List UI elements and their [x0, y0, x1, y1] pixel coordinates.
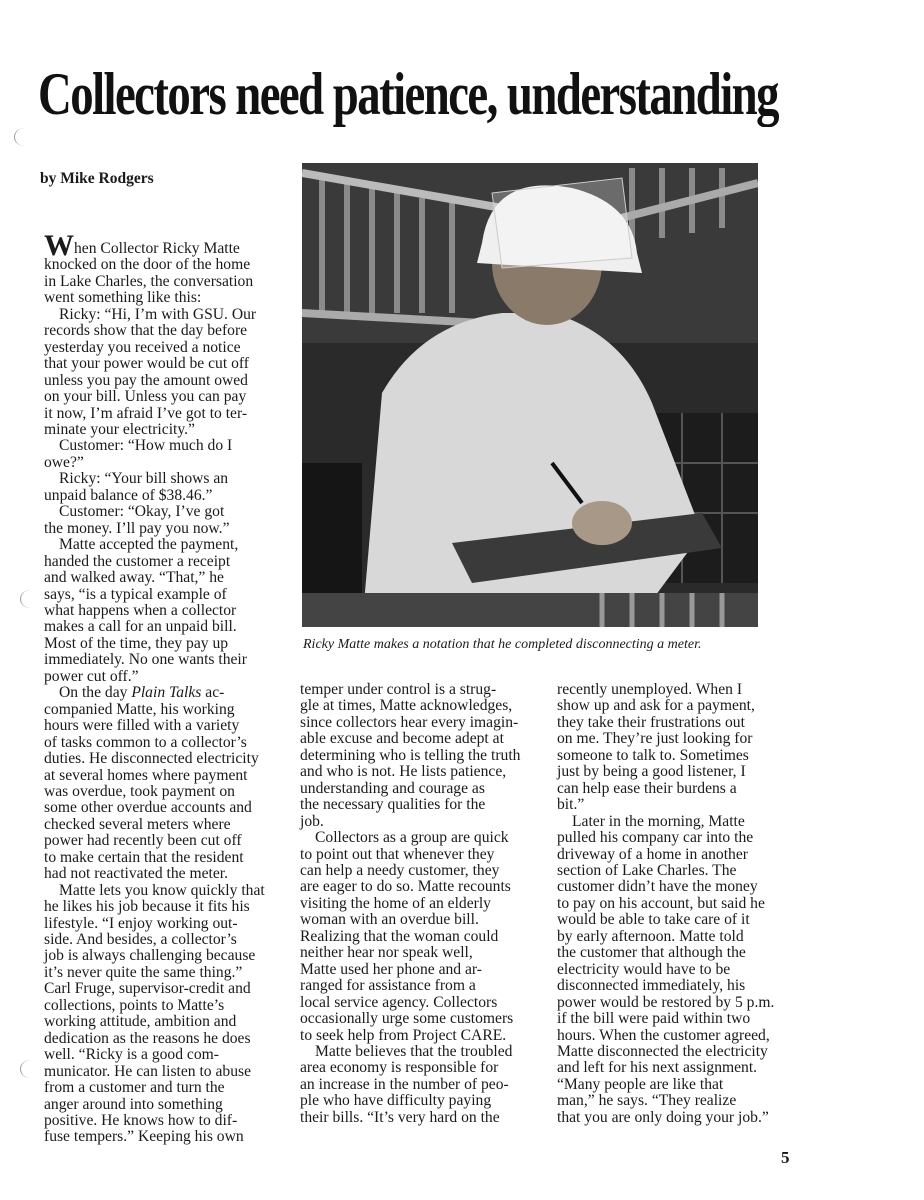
- text-line: had not reactivated the meter.: [44, 865, 229, 883]
- text-line: collections, points to Matte’s: [44, 996, 225, 1014]
- text-line: the necessary qualities for the: [300, 796, 486, 814]
- text-line: power cut off.”: [44, 667, 139, 685]
- text-line: an increase in the number of peo-: [300, 1075, 509, 1093]
- text-line: can help a needy customer, they: [300, 861, 500, 879]
- text-line: dedication as the reasons he does: [44, 1029, 251, 1047]
- text-line: neither hear nor speak well,: [300, 944, 473, 962]
- text-line: gle at times, Matte acknowledges,: [300, 697, 513, 715]
- text-line: someone to talk to. Sometimes: [557, 746, 749, 764]
- text-line: it now, I’m afraid I’ve got to ter-: [44, 404, 248, 422]
- text-line: immediately. No one wants their: [44, 651, 247, 669]
- text-line: to seek help from Project CARE.: [300, 1026, 507, 1044]
- text-line: if the bill were paid within two: [557, 1010, 751, 1028]
- text-line: visiting the home of an elderly: [300, 894, 491, 912]
- text-line: woman with an overdue bill.: [300, 911, 479, 929]
- text-line: positive. He knows how to dif-: [44, 1112, 238, 1130]
- text-line: just by being a good listener, I: [557, 763, 746, 781]
- text-line: some other overdue accounts and: [44, 799, 252, 817]
- text-line: they take their frustrations out: [557, 713, 745, 731]
- text-line: Matte disconnected the electricity: [557, 1042, 768, 1060]
- text-line: municator. He can listen to abuse: [44, 1062, 251, 1080]
- text-line: to point out that whenever they: [300, 845, 495, 863]
- text-line: determining who is telling the truth: [300, 746, 521, 764]
- text-line: able excuse and become adept at: [300, 730, 504, 748]
- text-line: that your power would be cut off: [44, 355, 249, 373]
- text-line: “Many people are like that: [557, 1075, 724, 1093]
- text-line: local service agency. Collectors: [300, 993, 498, 1011]
- text-line: and walked away. “That,” he: [44, 569, 224, 587]
- text-line: job is always challenging because: [44, 947, 256, 965]
- text-line: from a customer and turn the: [44, 1079, 225, 1097]
- text-line: side. And besides, a collector’s: [44, 931, 237, 949]
- binder-hole-mark: [14, 128, 35, 146]
- text-line: pulled his company car into the: [557, 829, 754, 847]
- first-line: When Collector Ricky Matte: [44, 229, 240, 262]
- text-line: driveway of a home in another: [557, 845, 748, 863]
- text-line: hours. When the customer agreed,: [557, 1026, 770, 1044]
- text-line: to make certain that the resident: [44, 848, 244, 866]
- text-line: makes a call for an unpaid bill.: [44, 618, 237, 636]
- text-line: well. “Ricky is a good com-: [44, 1046, 219, 1064]
- text-line: recently unemployed. When I: [557, 681, 743, 698]
- text-line: electricity would have to be: [557, 960, 731, 978]
- text-line: in Lake Charles, the conversation: [44, 272, 254, 290]
- text-line: what happens when a collector: [44, 601, 237, 619]
- text-line: job.: [300, 812, 324, 830]
- text-line: Customer: “How much do I: [59, 437, 233, 455]
- text-line: are eager to do so. Matte recounts: [300, 878, 511, 896]
- text-line: went something like this:: [44, 289, 202, 307]
- text-line: and left for his next assignment.: [557, 1059, 758, 1077]
- text-line: Realizing that the woman could: [300, 927, 499, 945]
- text-line: it’s never quite the same thing.”: [44, 963, 243, 981]
- text-line: minate your electricity.”: [44, 420, 195, 438]
- text-line: would be able to take care of it: [557, 911, 750, 929]
- text-line: he likes his job because it fits his: [44, 898, 250, 916]
- text-line: handed the customer a receipt: [44, 552, 231, 570]
- text-line: working attitude, ambition and: [44, 1013, 237, 1031]
- text-line: Ricky: “Hi, I’m with GSU. Our: [59, 305, 257, 323]
- text-line: records show that the day before: [44, 322, 248, 340]
- text-line: hours were filled with a variety: [44, 717, 240, 735]
- text-line: can help ease their burdens a: [557, 779, 737, 797]
- text-line: ranged for assistance from a: [300, 977, 476, 995]
- text-line: on your bill. Unless you can pay: [44, 388, 247, 406]
- article-column-1: [44, 229, 294, 1146]
- text-line: the money. I’ll pay you now.”: [44, 519, 230, 537]
- text-line: disconnected immediately, his: [557, 977, 746, 995]
- text-line: Matte lets you know quickly that: [59, 881, 265, 899]
- article-column-2: [300, 682, 550, 1126]
- text-line: Matte accepted the payment,: [59, 536, 239, 554]
- article-photo: [302, 163, 758, 627]
- text-line: says, “is a typical example of: [44, 585, 227, 603]
- text-line: by early afternoon. Matte told: [557, 927, 744, 945]
- text-line: that you are only doing your job.”: [557, 1108, 769, 1126]
- binder-hole-mark: [20, 590, 41, 608]
- photo-caption: Ricky Matte makes a notation that he completed disconnecting a meter.: [303, 637, 702, 652]
- text-line: section of Lake Charles. The: [557, 861, 737, 879]
- text-line: ple who have difficulty paying: [300, 1092, 492, 1110]
- text-line: Most of the time, they pay up: [44, 634, 229, 652]
- text-line: customer didn’t have the money: [557, 878, 758, 896]
- text-line: and who is not. He lists patience,: [300, 763, 507, 781]
- text-line: bit.”: [557, 796, 585, 814]
- text-line: knocked on the door of the home: [44, 256, 251, 274]
- text-line: Collectors as a group are quick: [315, 829, 509, 847]
- article-title: Collectors need patience, understanding: [38, 61, 778, 127]
- text-line: on me. They’re just looking for: [557, 730, 753, 748]
- byline: by Mike Rodgers: [40, 170, 154, 187]
- text-line: show up and ask for a payment,: [557, 697, 755, 715]
- text-line: understanding and courage as: [300, 779, 485, 797]
- text-line: the customer that although the: [557, 944, 746, 962]
- text-line: On the day Plain Talks ac-: [59, 684, 225, 702]
- text-line: to pay on his account, but said he: [557, 894, 765, 912]
- text-line: anger around into something: [44, 1095, 223, 1113]
- text-line: occasionally urge some customers: [300, 1010, 514, 1028]
- text-line: Ricky: “Your bill shows an: [59, 470, 229, 488]
- binder-hole-mark: [20, 1060, 41, 1078]
- text-line: Carl Fruge, supervisor-credit and: [44, 980, 251, 998]
- text-line: checked several meters where: [44, 815, 231, 833]
- photo-collector-writing: [302, 163, 758, 627]
- text-line: of tasks common to a collector’s: [44, 733, 247, 751]
- text-line: owe?”: [44, 453, 84, 471]
- text-line: Matte used her phone and ar-: [300, 960, 482, 978]
- text-line: unless you pay the amount owed: [44, 371, 248, 389]
- article-column-3: [557, 682, 807, 1126]
- text-line: companied Matte, his working: [44, 700, 235, 718]
- text-line: Later in the morning, Matte: [572, 812, 745, 830]
- text-line: their bills. “It’s very hard on the: [300, 1108, 500, 1126]
- page-number: 5: [781, 1148, 790, 1167]
- drop-cap: W: [44, 229, 74, 262]
- text-line: unpaid balance of $38.46.”: [44, 486, 213, 504]
- text-line: at several homes where payment: [44, 766, 248, 784]
- text-line: man,” he says. “They realize: [557, 1092, 737, 1110]
- text-line: Matte believes that the troubled: [315, 1042, 513, 1060]
- text-line: duties. He disconnected electricity: [44, 750, 259, 768]
- text-line: yesterday you received a notice: [44, 338, 241, 356]
- text-line: was overdue, took payment on: [44, 782, 235, 800]
- text-line: area economy is responsible for: [300, 1059, 499, 1077]
- text-line: power had recently been cut off: [44, 832, 242, 850]
- text-line: Customer: “Okay, I’ve got: [59, 503, 225, 521]
- text-line: fuse tempers.” Keeping his own: [44, 1128, 244, 1146]
- text-line: temper under control is a strug-: [300, 681, 497, 698]
- text-line: lifestyle. “I enjoy working out-: [44, 914, 238, 932]
- text-line: since collectors hear every imagin-: [300, 713, 519, 731]
- text-line: power would be restored by 5 p.m.: [557, 993, 775, 1011]
